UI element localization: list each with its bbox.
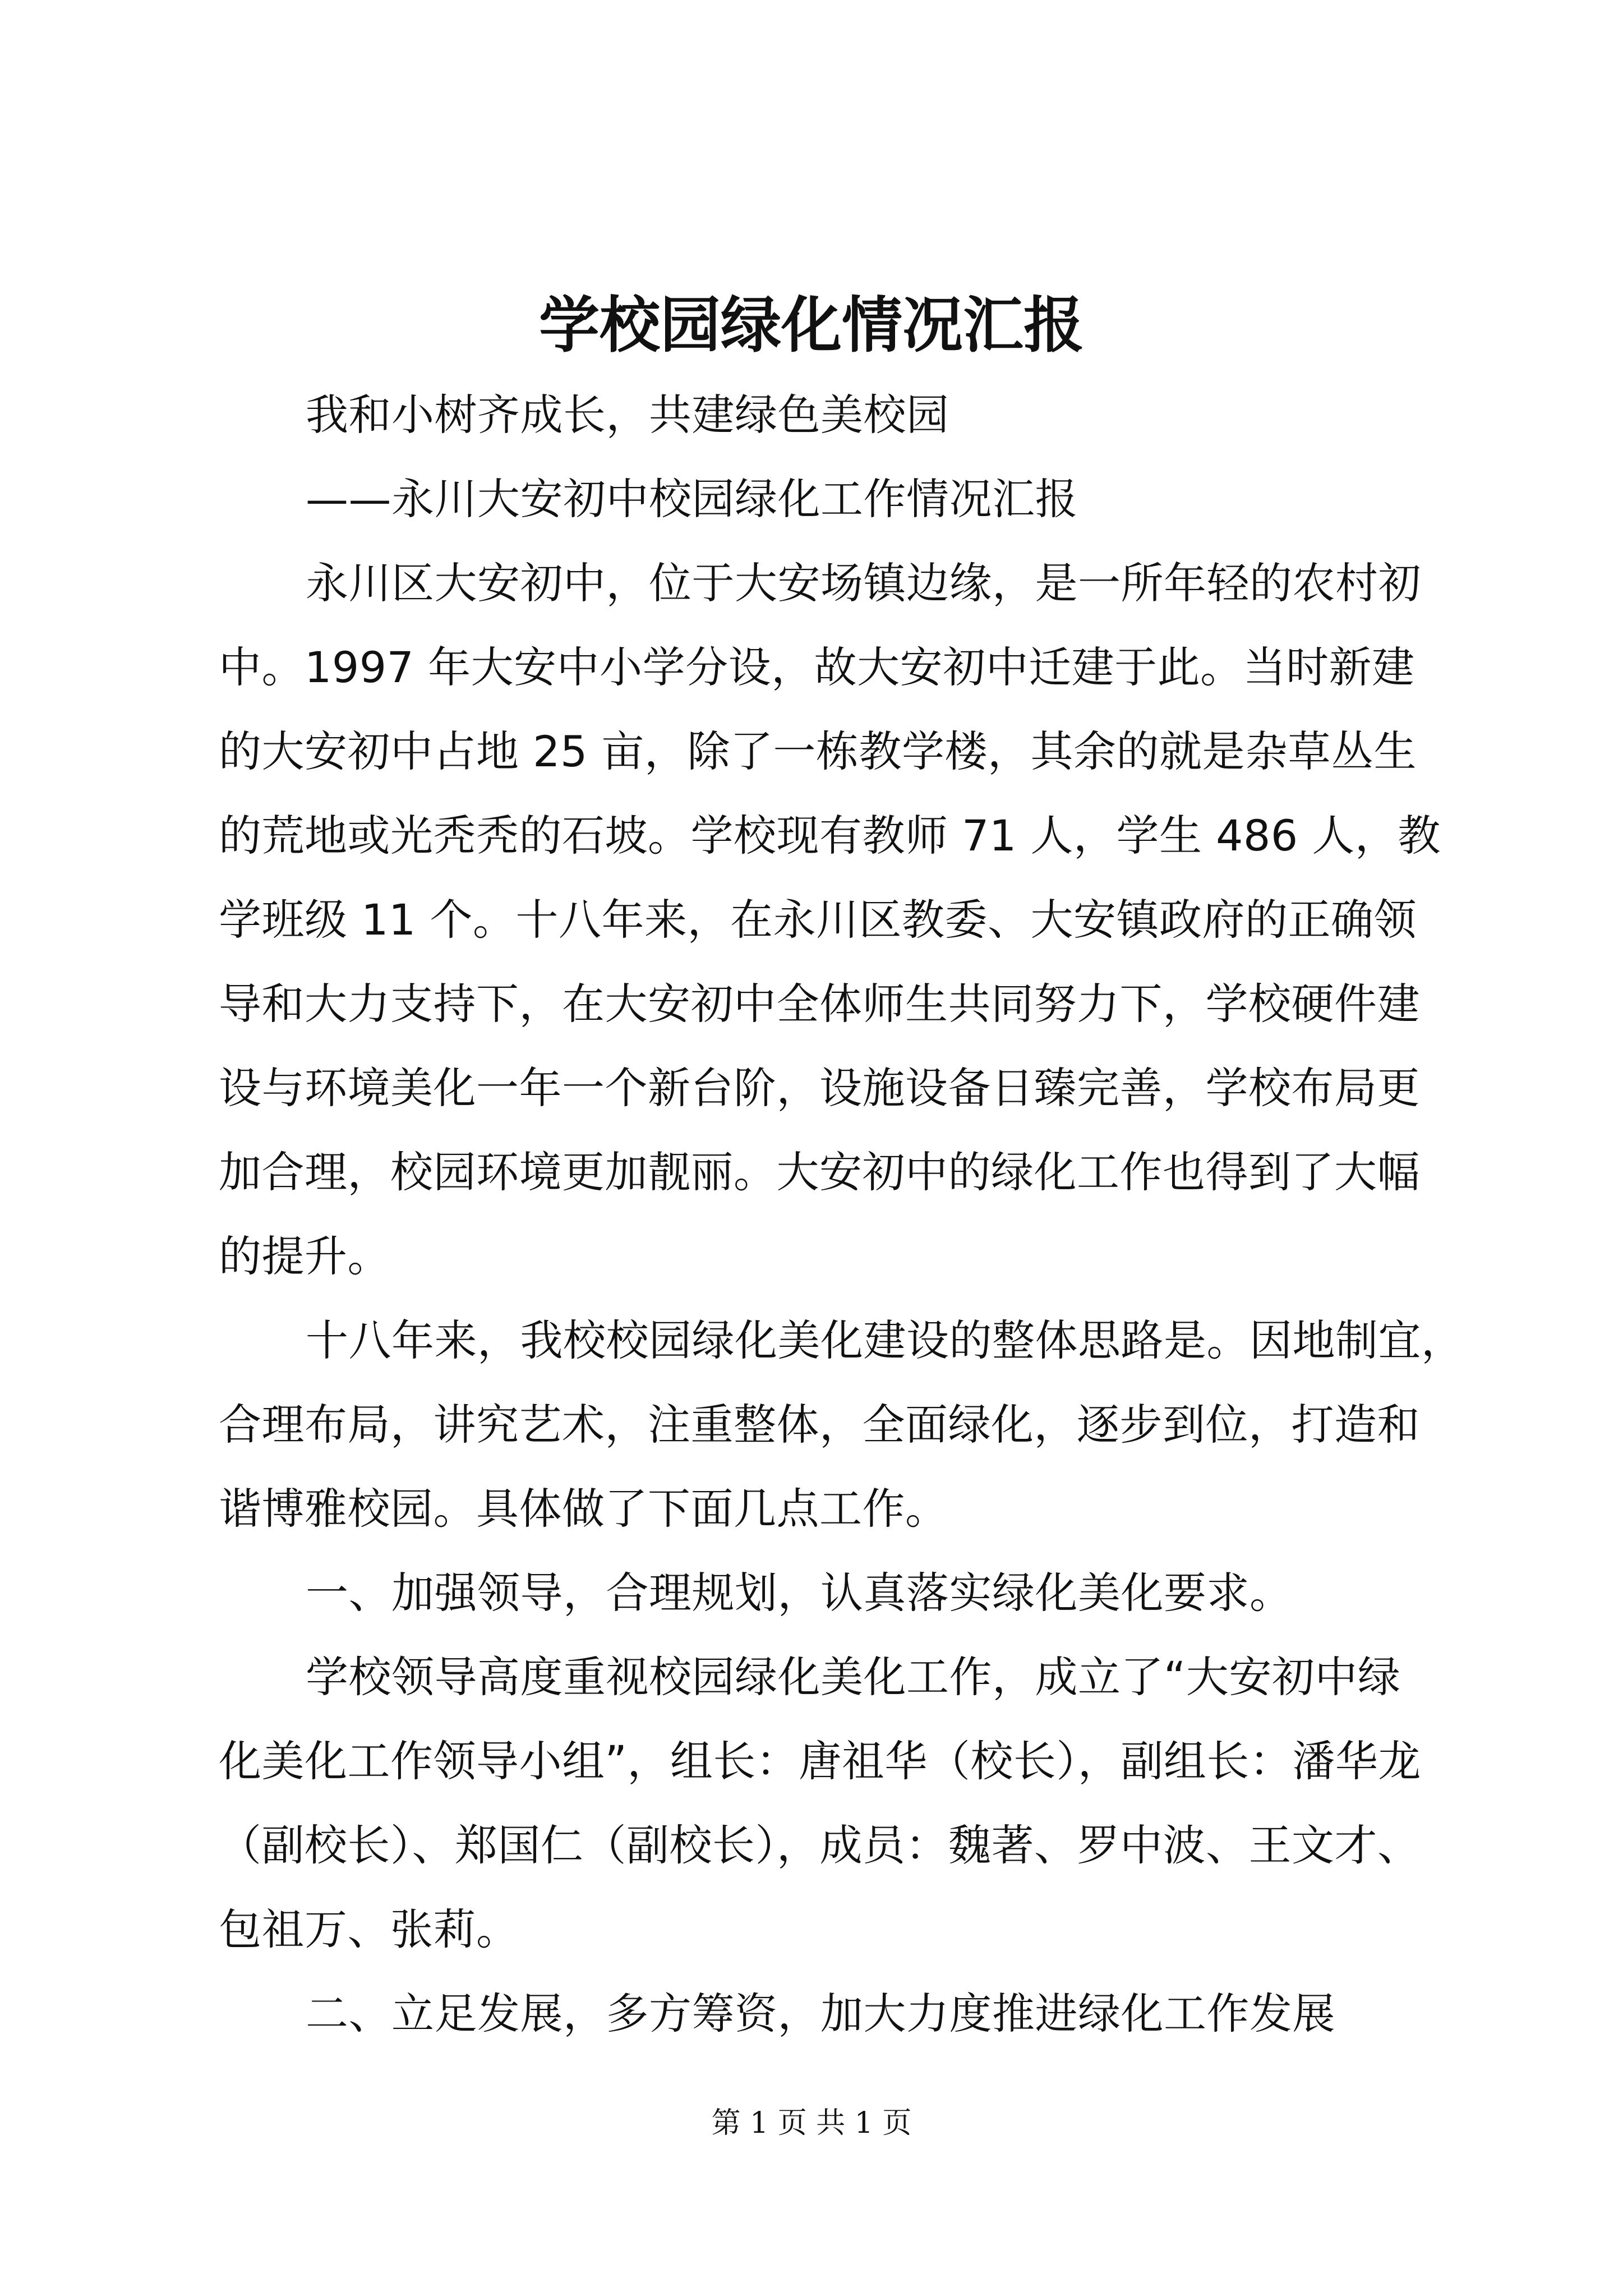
- section-heading: 二、立足发展，多方筹资，加大力度推进绿化工作发展: [306, 1989, 1335, 2039]
- page-number-footer: 第 1 页 共 1 页: [711, 2106, 912, 2140]
- document-title: 学校园绿化情况汇报: [538, 290, 1084, 361]
- paragraph-line: 学校领导高度重视校园绿化美化工作，成立了“大安初中绿: [306, 1652, 1401, 1702]
- paragraph-line: 导和大力支持下，在大安初中全体师生共同努力下，学校硬件建: [219, 979, 1420, 1029]
- paragraph-line: 谐博雅校园。具体做了下面几点工作。: [219, 1484, 948, 1534]
- paragraph-line: 永川区大安初中，位于大安场镇边缘，是一所年轻的农村初: [306, 558, 1421, 608]
- paragraph-line: 的提升。: [219, 1231, 390, 1281]
- paragraph-line: 设与环境美化一年一个新台阶，设施设备日臻完善，学校布局更: [219, 1063, 1420, 1113]
- subtitle-line: ——永川大安初中校园绿化工作情况汇报: [306, 474, 1078, 524]
- paragraph-line: 加合理，校园环境更加靓丽。大安初中的绿化工作也得到了大幅: [219, 1147, 1420, 1197]
- paragraph-line: 合理布局，讲究艺术，注重整体，全面绿化，逐步到位，打造和: [219, 1400, 1420, 1450]
- paragraph-line: （副校长）、郑国仁（副校长），成员：魏著、罗中波、王文才、: [219, 1820, 1421, 1870]
- subtitle-line: 我和小树齐成长，共建绿色美校园: [306, 390, 949, 440]
- paragraph-line: 包祖万、张莉。: [219, 1904, 519, 1954]
- section-heading: 一、加强领导，合理规划，认真落实绿化美化要求。: [306, 1568, 1293, 1618]
- paragraph-line: 的大安初中占地 25 亩，除了一栋教学楼，其余的就是杂草丛生: [219, 726, 1417, 776]
- paragraph-line: 中。1997 年大安中小学分设，故大安初中迁建于此。当时新建: [219, 642, 1415, 692]
- paragraph-line: 化美化工作领导小组”，组长：唐祖华（校长），副组长：潘华龙: [219, 1736, 1421, 1786]
- paragraph-line: 的荒地或光秃秃的石坡。学校现有教师 71 人，学生 486 人，教: [219, 811, 1441, 861]
- paragraph-line: 学班级 11 个。十八年来，在永川区教委、大安镇政府的正确领: [219, 895, 1417, 945]
- paragraph-line: 十八年来，我校校园绿化美化建设的整体思路是。因地制宜，: [306, 1315, 1464, 1365]
